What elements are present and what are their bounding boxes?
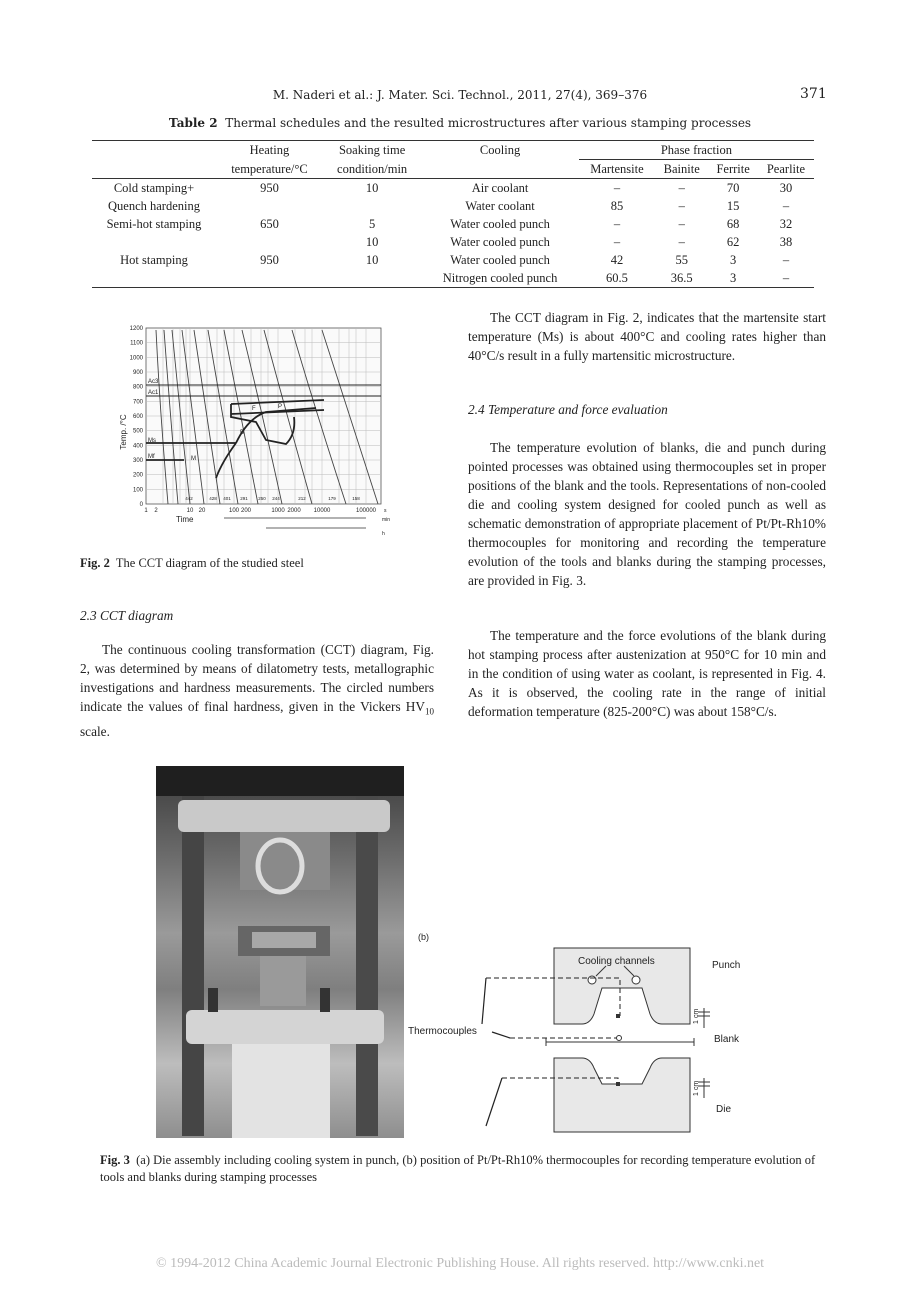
table-row: Hot stamping 950 10 Water cooled punch 42 55 3 – [120, 253, 790, 267]
table2-label: Table 2 [168, 116, 218, 130]
cct-xtick: 200 [240, 508, 252, 514]
cct-ytick: 0 [139, 502, 143, 508]
scale-label-top: 1 cm [693, 1008, 700, 1024]
cct-hardness: 158 [352, 496, 360, 501]
table2-martensite-header: Martensite [579, 160, 655, 179]
cct-label-p: P [278, 404, 283, 410]
table-row: Nitrogen cooled punch 60.5 36.5 3 – [92, 269, 814, 288]
section-2-4-paragraph-1: The temperature evolution of blanks, die and punch during pointed processes was obtained using thermocouples set in proper positions of the blank and the tools. Representations of non-cooled die and cooling system designed for cooled punch as well as schematic demonstration of appropriate placement of Pt/Pt-Rh10% thermocouples for monitoring and recording the temperature evolution of the tools and blanks during the stamping processes, are provided in Fig. 3. [468, 440, 826, 588]
cct-ytick: 500 [132, 428, 143, 435]
scale-label-bottom: 1 cm [693, 1080, 700, 1096]
cct-hardness: 428 [209, 496, 217, 501]
table2-cooling-header: Cooling [421, 141, 578, 160]
fig2-caption-text: The CCT diagram of the studied steel [115, 556, 304, 570]
blank-label: Blank [714, 1034, 740, 1045]
cct-ytick: 1200 [129, 326, 143, 332]
cct-ytick: 900 [132, 370, 143, 376]
cct-xtick: 10 [186, 508, 194, 514]
cct-label-ac1: Ac1 [148, 390, 159, 396]
cct-xtick: 10000 [313, 508, 331, 514]
cct-unit-h: h [382, 531, 385, 537]
cct-label-ac3: Ac3 [148, 379, 159, 385]
table-row: Cold stamping+ 950 10 Air coolant – – 70 30 [113, 181, 793, 195]
cct-label-f: F [252, 406, 256, 412]
cct-ytick: 800 [132, 384, 143, 391]
cct-hardness: 442 [185, 496, 193, 501]
cct-ytick: 1000 [129, 355, 143, 362]
cct-xtick: 100 [228, 508, 240, 514]
table-row: Semi-hot stamping 650 5 Water cooled punch – – 68 32 [106, 217, 793, 231]
die-label: Die [716, 1104, 732, 1115]
cct-xtick: 100000 [355, 508, 377, 514]
cct-label-ms: Ms [148, 438, 156, 444]
section-2-3-heading: 2.3 CCT diagram [80, 608, 174, 623]
cct-ytick: 400 [132, 443, 143, 450]
cct-ytick: 300 [132, 458, 143, 464]
thermocouple-schematic [406, 928, 766, 1138]
cooling-channel-left [588, 976, 596, 984]
cooling-channel-right [632, 976, 640, 984]
cct-xtick: 2 [154, 508, 158, 514]
cct-hardness: 250 [258, 496, 266, 501]
cct-label-mf: Mf [148, 454, 155, 460]
table2-soaking-header: Soaking time [323, 141, 421, 160]
die-assembly-photo [156, 766, 404, 1138]
table2 [92, 140, 814, 288]
cct-unit-min: min [382, 517, 391, 523]
section-2-3-tail: scale. [80, 723, 110, 739]
thermocouples-label: Thermocouples [408, 1026, 477, 1037]
table2-heating-unit: temperature/°C [216, 160, 323, 179]
fig2-label: Fig. 2 [80, 556, 110, 570]
cct-hardness: 244 [272, 496, 280, 501]
cct-label-b: B [240, 430, 245, 436]
cooling-channels-label: Cooling channels [578, 956, 655, 967]
fig3-label: Fig. 3 [100, 1153, 130, 1167]
cct-unit-s: s [384, 508, 387, 514]
table2-heating-header: Heating [216, 141, 323, 160]
cct-hardness: 291 [240, 496, 248, 501]
cct-ytick: 200 [132, 472, 143, 479]
section-2-4-heading: 2.4 Temperature and force evaluation [468, 402, 668, 417]
table2-caption [0, 116, 920, 130]
fig2-caption [80, 556, 304, 571]
cct-summary-paragraph: The CCT diagram in Fig. 2, indicates that the martensite start temperature (Ms) is about 400°C and cooling rates higher than 40°C/s result in a fully martensitic microstructure. [468, 310, 826, 363]
cct-hardness: 179 [328, 496, 336, 501]
table2-caption-text: Thermal schedules and the resulted microstructures after various stamping processes [225, 116, 752, 130]
page-number: 371 [800, 86, 827, 102]
table2-soaking-unit: condition/min [323, 160, 421, 179]
cct-xtick: 1000 [271, 508, 285, 514]
section-2-4-paragraph-2: The temperature and the force evolutions of the blank during hot stamping process after austenization at 950°C for 10 min and in the condition of using water as coolant, is represented in Fig. 4. As it is observed, the cooling rate in the range of initial deformation temperature (825-200°C) was about 158°C/s. [468, 628, 826, 719]
fig3b-label: (b) [418, 932, 429, 942]
cct-xtick: 2000 [287, 508, 301, 514]
table2-bainite-header: Bainite [655, 160, 708, 179]
cct-xtick: 1 [144, 508, 148, 514]
cct-ylabel: Temp. /°C [119, 414, 128, 450]
table2-process-header [92, 141, 216, 160]
table-row: Quench hardening Water coolant 85 – 15 – [108, 199, 790, 213]
table-row: 10 Water cooled punch – – 62 38 [365, 235, 793, 249]
die-assembly-drawing [156, 766, 404, 1138]
copyright-footer: © 1994-2012 China Academic Journal Electronic Publishing House. All rights reserved. http://www.cnki.net [155, 1256, 765, 1271]
cct-ytick: 100 [132, 487, 143, 494]
cct-ytick: 700 [132, 399, 143, 406]
section-2-3-paragraph [80, 640, 434, 741]
hv-subscript: 10 [425, 706, 434, 717]
table2-pearlite-header: Pearlite [758, 160, 814, 179]
cct-diagram [116, 322, 398, 544]
cct-label-m: M [191, 456, 196, 462]
cct-xtick: 20 [198, 508, 206, 514]
punch-label: Punch [712, 960, 741, 971]
fig3-caption-text: (a) Die assembly including cooling system in punch, (b) position of Pt/Pt-Rh10% thermocouples for recording temperature evolution of tools and blanks during stamping processes [100, 1153, 816, 1184]
cct-hardness: 212 [298, 496, 306, 501]
fig3-caption [100, 1152, 820, 1186]
running-head: M. Naderi et al.: J. Mater. Sci. Technol., 2011, 27(4), 369–376 [272, 88, 648, 102]
cct-ytick: 600 [132, 414, 143, 420]
cct-xlabel: Time [176, 515, 194, 524]
cct-ytick: 1100 [130, 340, 143, 347]
cct-hardness: 401 [223, 496, 231, 501]
table2-ferrite-header: Ferrite [708, 160, 758, 179]
section-2-3-text: The continuous cooling transformation (CCT) diagram, Fig. 2, was determined by means of dilatometry tests, metallographic investigations and hardness measurements. The circled numbers indicate the values of final hardness, given in the Vickers HV [80, 642, 434, 714]
table2-phase-header: Phase fraction [579, 141, 814, 160]
